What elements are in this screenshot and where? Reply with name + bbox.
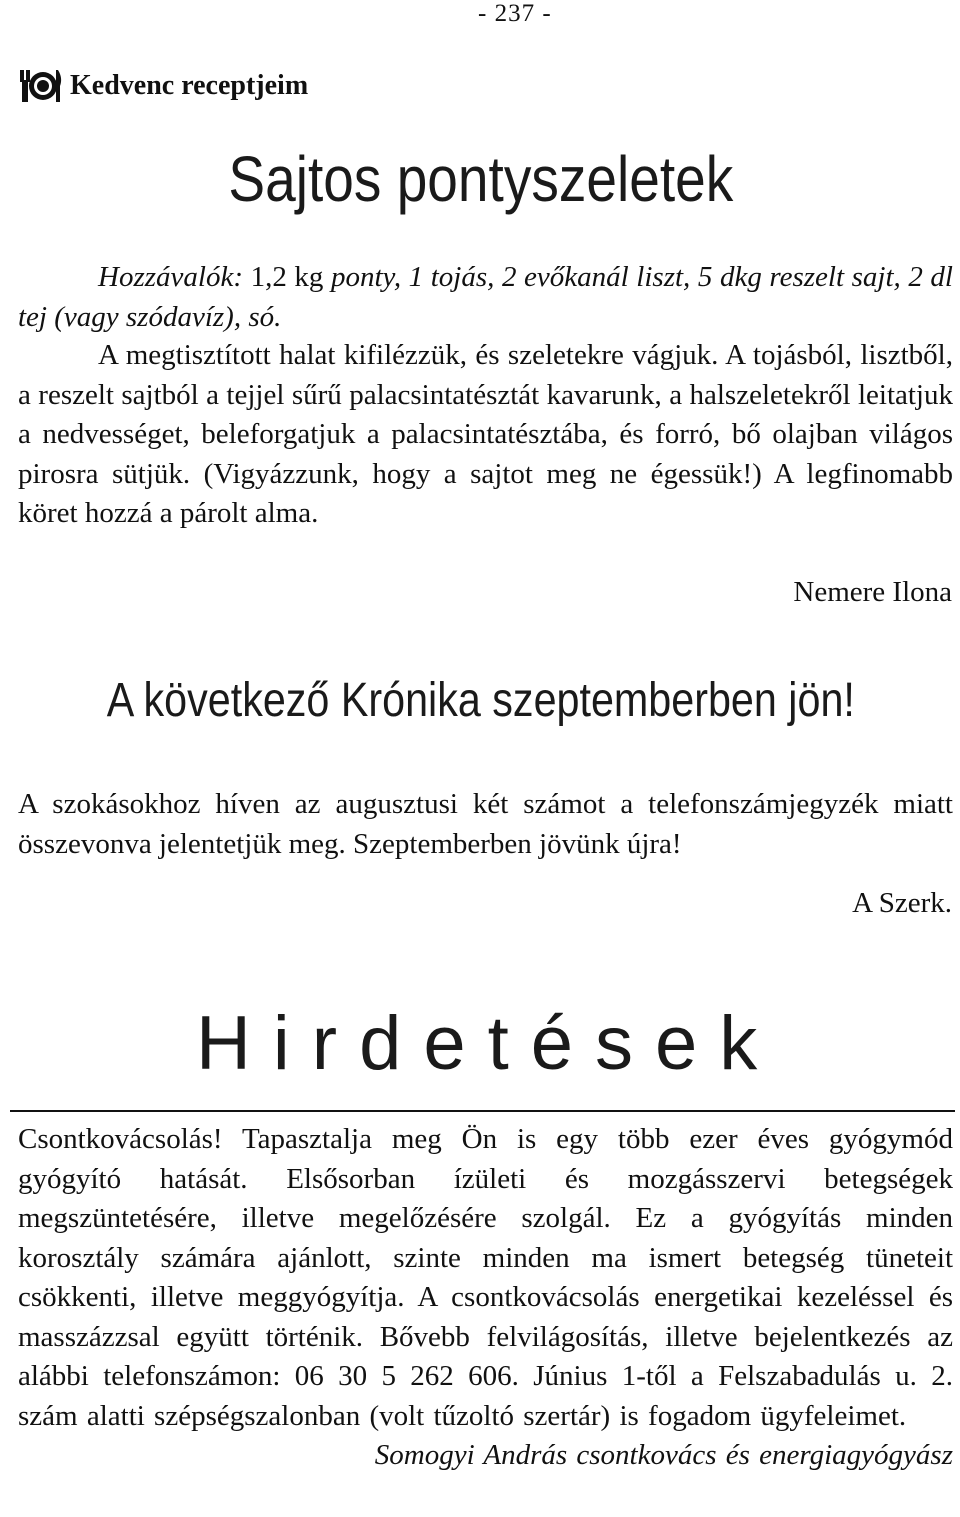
plate-fork-knife-icon xyxy=(18,68,64,104)
announcement-signature: A Szerk. xyxy=(852,887,952,919)
recipe-title: Sajtos pontyszeletek xyxy=(228,143,734,215)
recipe-author: Nemere Ilona xyxy=(793,576,952,608)
recipe-instructions xyxy=(18,336,953,534)
ingredients-list: ponty, 1 tojás, 2 evőkanál liszt, 5 dkg reszelt sajt, 2 dl tej (vagy szódavíz), só. xyxy=(18,261,953,333)
ads-text xyxy=(18,1120,953,1476)
ingredients-label: Hozzávalók: xyxy=(98,261,243,293)
instructions-text: A megtisztított halat kifilézzük, és szeletekre vágjuk. A tojásból, lisztből, a reszelt sajtból a tejjel sűrű palacsintatésztát kavarunk, a halszeletekről leitatjuk a nedvességet, beleforgatjuk a palacsintatésztába, és forró, bő olajban világos pirosra sütjük. (Vigyázzunk, hogy a sajtot meg ne égessük!) A legfinomabb köret hozzá a párolt alma. xyxy=(18,339,953,529)
section-header xyxy=(18,68,308,104)
section-title: Kedvenc receptjeim xyxy=(70,70,309,101)
page-number: - 237 - xyxy=(478,0,552,27)
announcement-text xyxy=(18,785,953,864)
announcement-body: A szokásokhoz híven az augusztusi két számot a telefonszámjegyzék miatt összevonva jelentetjük meg. Szeptemberben jövünk újra! xyxy=(18,788,953,860)
ads-author: Somogyi András csontkovács és energiagyógyász xyxy=(374,1439,953,1471)
recipe-ingredients xyxy=(18,258,953,337)
ads-body: Csontkovácsolás! Tapasztalja meg Ön is egy több ezer éves gyógymód gyógyító hatását. Elsősorban ízületi és mozgásszervi betegségek megszüntetésére, illetve megelőzésére szolgál. Ez a gyógyítás minden korosztály számára ajánlott, szinte minden ma ismert betegség tüneteit csökkenti, illetve meggyógyítja. A csontkovácsolás energetikai kezeléssel és masszázzsal együtt történik. Bővebb felvilágosítás, illetve bejelentkezés az alábbi telefonszámon: 06 30 5 262 606. Június 1-től a Felszabadulás u. 2. szám alatti szépségszalonban (volt tűzoltó szertár) is fogadom ügyfeleimet. xyxy=(18,1123,953,1432)
ingredients-quantity: 1,2 kg xyxy=(242,261,331,293)
ads-title: Hirdetések xyxy=(196,1001,780,1086)
announcement-title: A következő Krónika szeptemberben jön! xyxy=(106,674,855,727)
ads-divider xyxy=(10,1110,955,1112)
